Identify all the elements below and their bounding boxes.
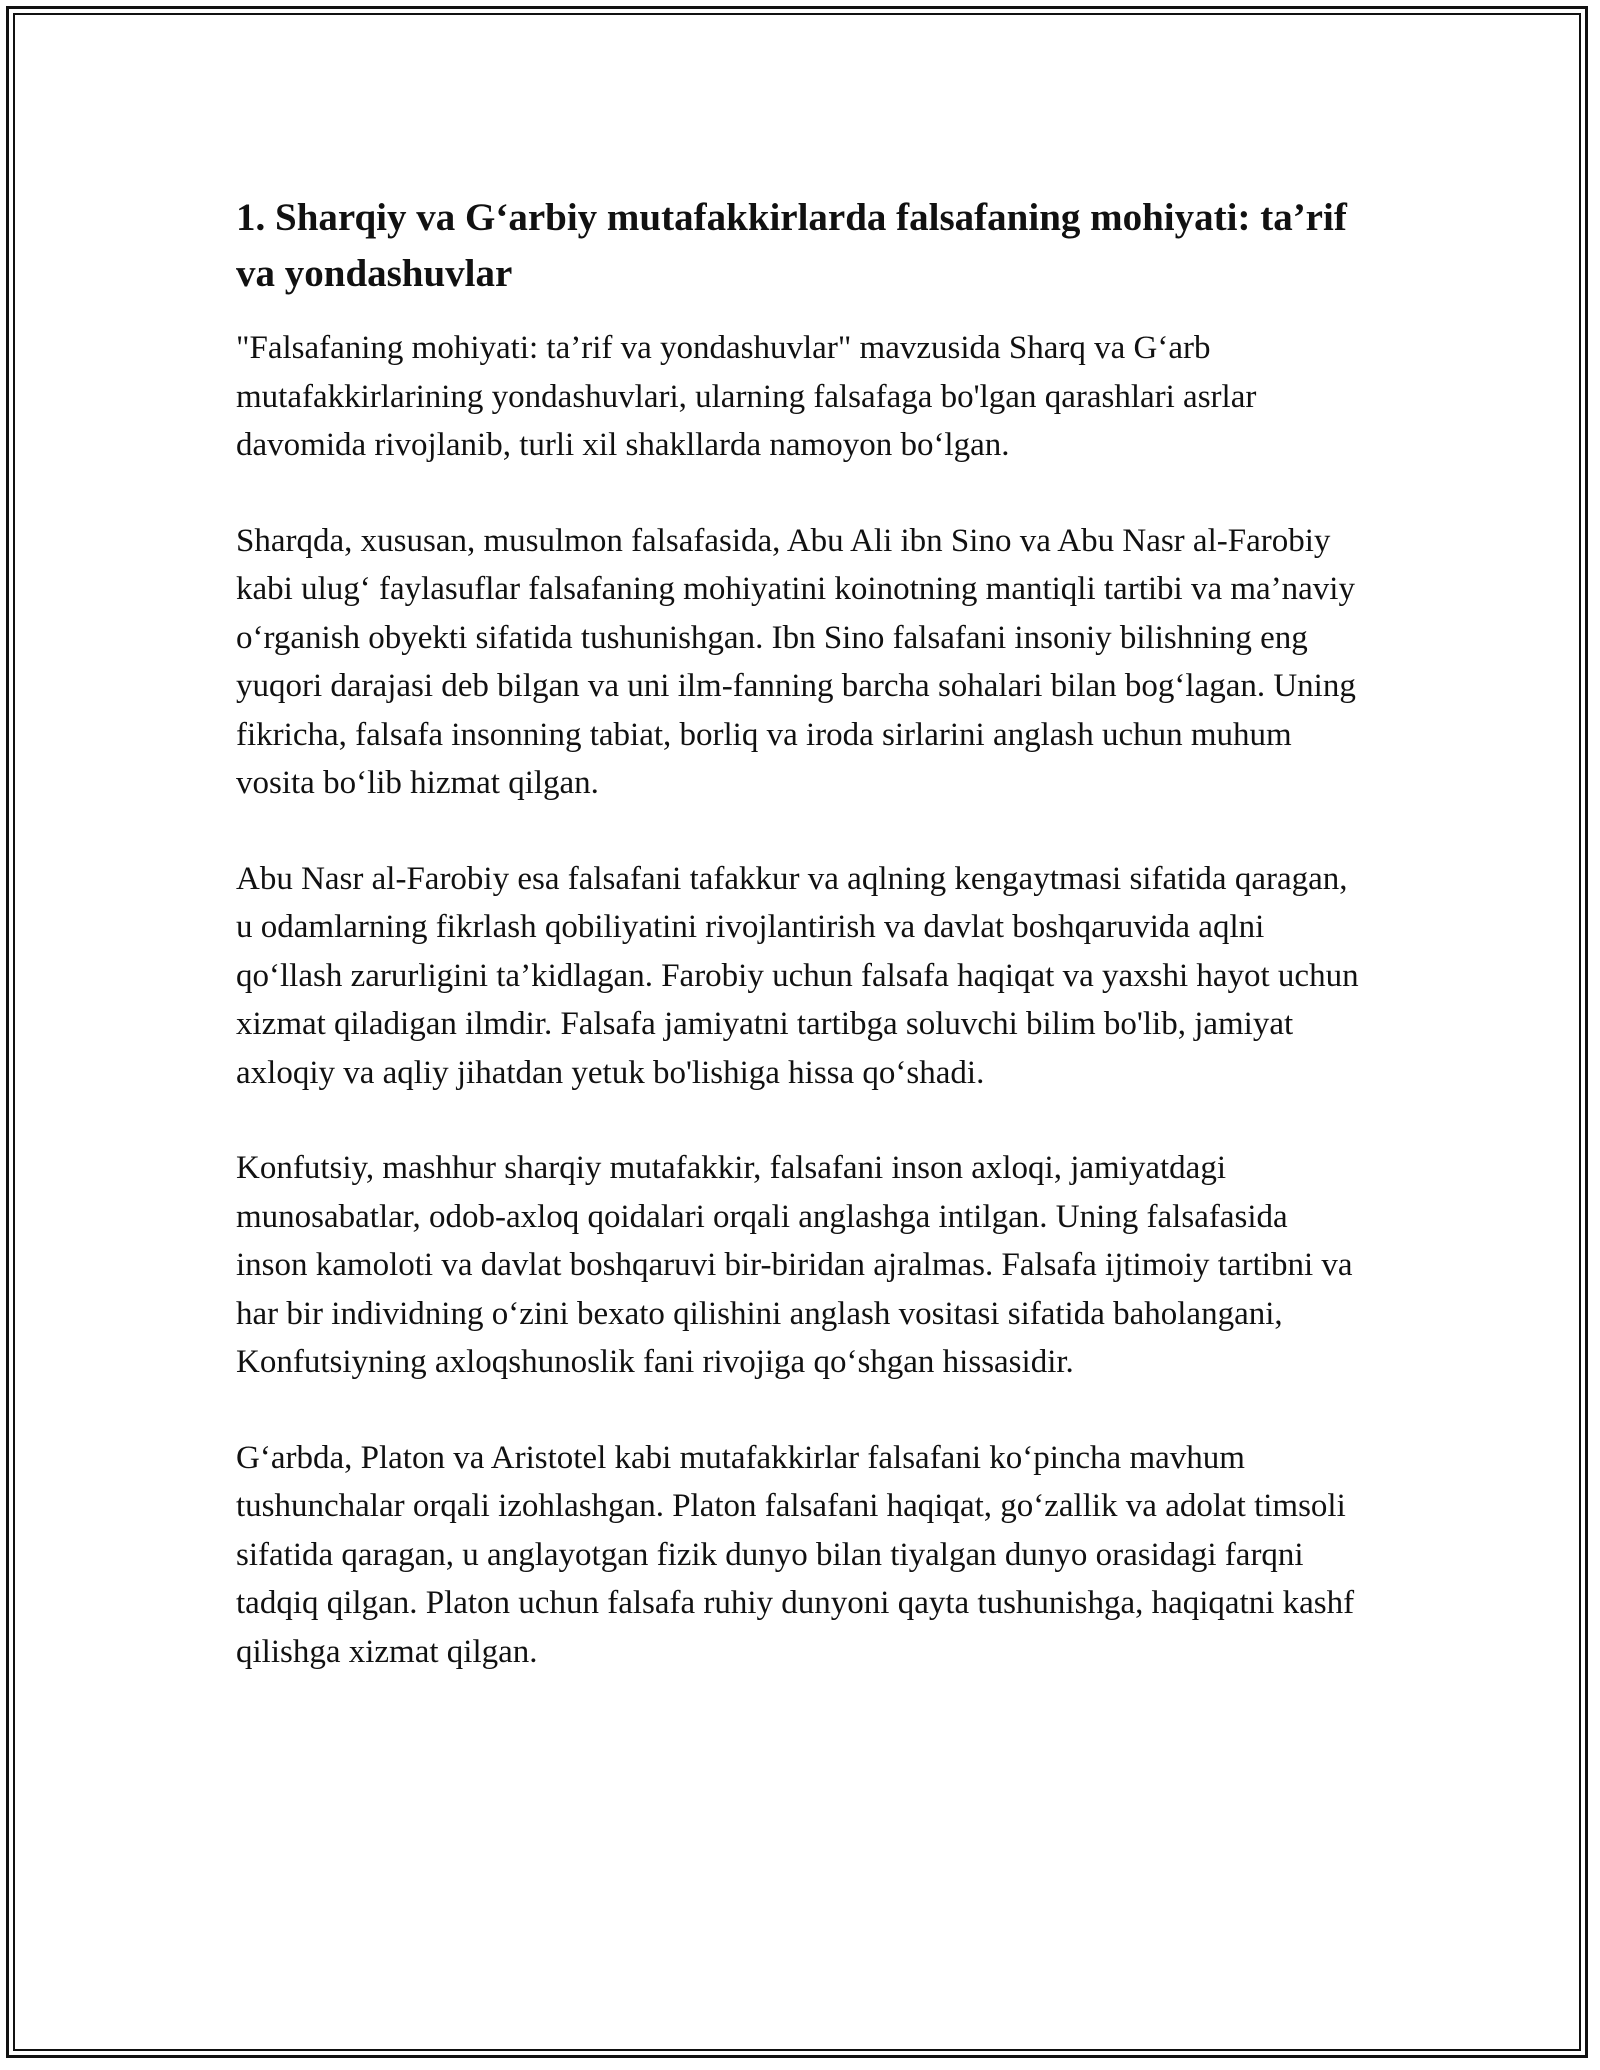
section-heading: 1. Sharqiy va G‘arbiy mutafakkirlarda falsafaning mohiyati: ta’rif va yondashuvlar	[236, 196, 1347, 295]
document-body	[236, 190, 1366, 1723]
paragraph-intro: "Falsafaning mohiyati: ta’rif va yondashuvlar" mavzusida Sharq va G‘arb mutafakkirlarining yondashuvlari, ularning falsafaga bo'lgan qarashlari asrlar davomida rivojlanib, turli xil shakllarda namoyon bo‘lgan.	[236, 330, 1257, 463]
paragraph-garb-platon: G‘arbda, Platon va Aristotel kabi mutafakkirlar falsafani ko‘pincha mavhum tushunchalar orqali izohlashgan. Platon falsafani haqiqat, go‘zallik va adolat timsoli sifatida qaragan, u anglayotgan fizik dunyo bilan tiyalgan dunyo orasidagi farqni tadqiq qilgan. Platon uchun falsafa ruhiy dunyoni qayta tushunishga, haqiqatni kashf qilishga xizmat qilgan.	[236, 1439, 1355, 1670]
paragraph-farobiy: Abu Nasr al-Farobiy esa falsafani tafakkur va aqlning kengaytmasi sifatida qaragan, u odamlarning fikrlash qobiliyatini rivojlantirish va davlat boshqaruvida aqlni qo‘llash zarurligini ta’kidlagan. Farobiy uchun falsafa haqiqat va yaxshi hayot uchun xizmat qiladigan ilmdir. Falsafa jamiyatni tartibga soluvchi bilim bo'lib, jamiyat axloqiy va aqliy jihatdan yetuk bo'lishiga hissa qo‘shadi.	[236, 860, 1359, 1091]
paragraph-sharq-ibn-sino: Sharqda, xususan, musulmon falsafasida, Abu Ali ibn Sino va Abu Nasr al-Farobiy kabi ulug‘ faylasuflar falsafaning mohiyatini koinotning mantiqli tartibi va ma’naviy o‘rganish obyekti sifatida tushunishgan. Ibn Sino falsafani insoniy bilishning eng yuqori darajasi deb bilgan va uni ilm-fanning barcha sohalari bilan bog‘lagan. Uning fikricha, falsafa insonning tabiat, borliq va iroda sirlarini anglash uchun muhum vosita bo‘lib hizmat qilgan.	[236, 522, 1356, 801]
paragraph-konfutsiy: Konfutsiy, mashhur sharqiy mutafakkir, falsafani inson axloqi, jamiyatdagi munosabatlar, odob-axloq qoidalari orqali anglashga intilgan. Uning falsafasida inson kamoloti va davlat boshqaruvi bir-biridan ajralmas. Falsafa ijtimoiy tartibni va har bir individning o‘zini bexato qilishini anglash vositasi sifatida baholangani, Konfutsiyning axloqshunoslik fani rivojiga qo‘shgan hissasidir.	[236, 1150, 1353, 1380]
